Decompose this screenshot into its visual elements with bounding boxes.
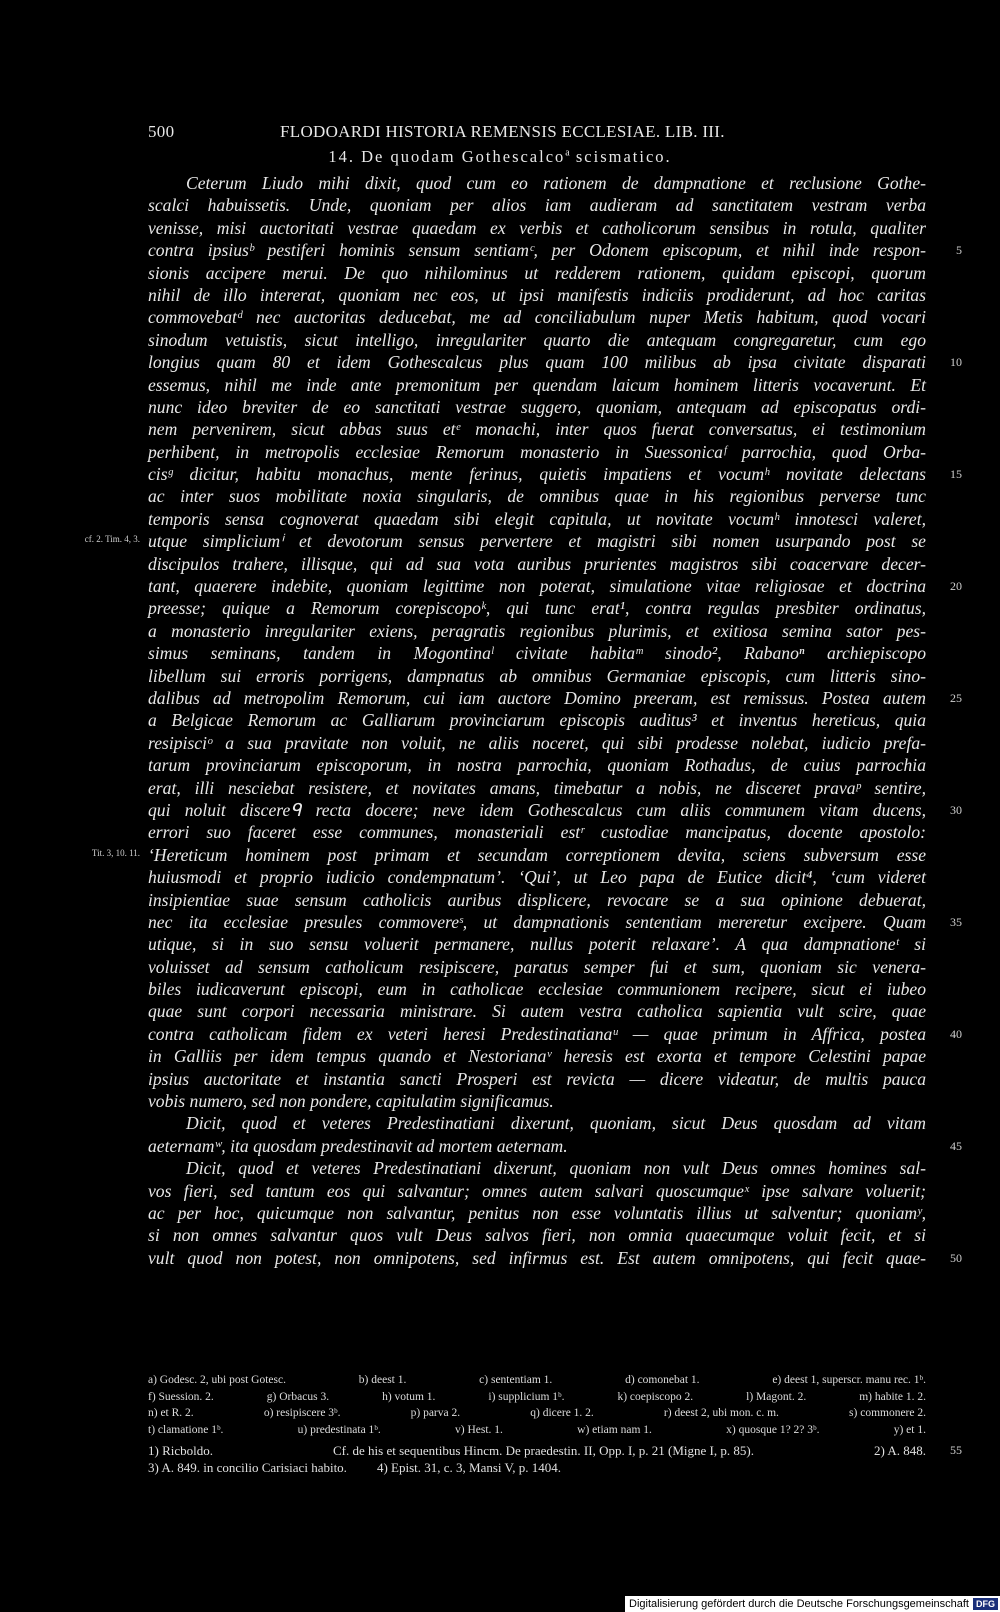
footer-text: Digitalisierung gefördert durch die Deutsche Forschungsgemeinschaft — [629, 1598, 969, 1610]
line-text: vobis numero, sed non pondere, capitulatim significamus. — [148, 1091, 554, 1112]
apparatus-row — [148, 1422, 926, 1439]
apparatus-entry: s) commonere 2. — [849, 1407, 926, 1419]
text-line — [91, 844, 926, 866]
text-line — [148, 956, 926, 978]
line-text: quae sunt corpori necessaria ministrare. Si autem vestra catholica sapientia vult scire, quae — [148, 1001, 926, 1022]
line-text: contra catholicam fidem ex veteri heresi Predestinatianaᵘ — quae primum in Affrica, postea — [148, 1023, 926, 1044]
line-text: tant, quaerere indebite, quoniam legittime non poterat, simulatione vitae religiosae et doctrina — [148, 576, 926, 597]
text-line — [148, 620, 926, 642]
text-line — [148, 1180, 926, 1202]
text-line — [84, 530, 926, 552]
apparatus-entry: r) deest 2, ubi mon. c. m. — [663, 1407, 779, 1419]
line-text: in Galliis per idem tempus quando et Nestorianaᵛ heresis est exorta et tempore Celestini papae — [148, 1046, 926, 1067]
apparatus-entry: k) coepiscopo 2. — [617, 1390, 694, 1403]
line-text: libellum sui erroris porrigens, dampnatus ab omnibus Germaniae episcopis, cum litteris sino- — [148, 665, 926, 686]
line-text: a Belgicae Remorum ac Galliarum provinciarum episcopis auditus³ et inventus hereticus, quia — [148, 710, 926, 731]
apparatus-entry: l) Magont. 2. — [746, 1390, 807, 1403]
text-line — [148, 306, 926, 328]
line-text: huiusmodi et proprio iudicio condempnatum’. ‘Qui’, ut Leo papa de Eutice dicit⁴, ‘cum videret — [148, 867, 926, 888]
line-text: temporis sensa cognoverat quaedam sibi elegit capitula, ut novitate vocumʰ innotesci valeret, — [148, 508, 926, 529]
apparatus-entry: t) clamatione 1ᵇ. — [148, 1423, 224, 1436]
text-line — [148, 709, 926, 731]
text-line — [148, 1202, 926, 1224]
line-text: biles iudicaverunt episcopi, eum in catholicae ecclesiae communionem recipere, sicut ei iubeo — [148, 979, 926, 1000]
apparatus-entry: w) etiam nam 1. — [577, 1423, 652, 1436]
line-text: discipulos trahere, illisque, qui ad sua vota auribus prurientes magistros sibi coacervare decer- — [148, 553, 926, 574]
line-number: 10 — [950, 355, 962, 370]
line-text: vult quod non potest, non omnipotens, sed infirmus est. Est autem omnipotens, qui fecit quae- — [148, 1247, 926, 1268]
apparatus-entry: m) habite 1. 2. — [859, 1390, 926, 1403]
text-line — [148, 508, 926, 530]
text-line — [148, 911, 962, 933]
line-text: tarum provinciarum episcoporum, in nostra parrochia, quoniam Rothadus, de cuius parrochia — [148, 755, 926, 776]
section-number: 14. — [328, 147, 355, 166]
line-number: 20 — [950, 579, 962, 594]
text-line — [148, 732, 926, 754]
footnote-row — [148, 1459, 926, 1476]
apparatus-entry: e) deest 1, superscr. manu rec. 1ᵇ. — [772, 1374, 926, 1386]
apparatus-row — [148, 1405, 926, 1422]
line-number: 55 — [950, 1443, 962, 1457]
line-text: venisse, misi auctoritati vestrae quaedam ex verbis et catholicorum sensibus in rotula, qualiter — [148, 217, 926, 238]
line-number: 40 — [950, 1026, 962, 1041]
line-text: ipsius auctoritate et instantia sancti Prosperi est revicta — dicere videatur, de multis pauca — [148, 1068, 926, 1089]
text-line — [148, 553, 926, 575]
text-line — [148, 1224, 926, 1246]
footnote-entry: 2) A. 848. — [873, 1443, 926, 1458]
line-text: Dicit, quod et veteres Predestinatiani dixerunt, quoniam, sicut Deus quosdam ad vitam — [186, 1113, 926, 1134]
line-text: scalci habuissetis. Unde, quoniam per alios iam audieram ad sanctitatem vestram verba — [148, 195, 926, 216]
line-number: 50 — [950, 1250, 962, 1265]
apparatus-entry: d) comonebat 1. — [625, 1374, 700, 1386]
text-line — [148, 1135, 962, 1157]
line-text: nec ita ecclesiae presules commovereˢ, ut dampnationis sententiam mereretur excipere. Quam — [148, 911, 926, 932]
line-number: 5 — [956, 243, 962, 258]
line-text: qui noluit discereᑫ recta docere; neve idem Gothescalcus cum aliis communem vitam ducens, — [148, 799, 926, 820]
text-line — [148, 396, 926, 418]
text-line — [148, 642, 926, 664]
line-text: a monasterio inregulariter exiens, peragratis regionibus plurimis, et exitiosa semina sator pes- — [148, 620, 926, 641]
text-line — [148, 687, 962, 709]
line-text: sinodum vetuistis, sicut intelligo, inregulariter quarto die antequam congregaretur, cum ego — [148, 329, 926, 350]
critical-apparatus — [148, 1372, 926, 1438]
line-text: resipisciᵒ a sua pravitate non voluit, ne aliis noceret, qui sibi prodesse nolebat, iudicio prefa- — [148, 732, 926, 753]
footnotes — [148, 1442, 962, 1476]
text-line — [148, 172, 926, 194]
line-text: commovebatᵈ nec auctoritas deducebat, me ad conciliabulum nuper Metis habitum, quod vocari — [148, 307, 926, 328]
line-text: dalibus ad metropolim Remorum, cui iam auctore Domino preeram, est remissus. Postea autem — [148, 687, 926, 708]
text-line — [148, 329, 926, 351]
margin-reference: cf. 2. Tim. 4, 3. — [84, 534, 140, 545]
section-title-mark: a — [565, 147, 570, 159]
line-text: ac per hoc, quicumque non salvantur, penitus non esse voluntatis illius ut salventur; quoniamʸ, — [148, 1202, 926, 1223]
line-text: essemus, nihil me inde ante premonitum per quendam laicum hominem litteris vocaverunt. Et — [148, 374, 926, 395]
footnote-row — [148, 1442, 962, 1459]
text-line — [148, 239, 962, 261]
apparatus-entry: y) et 1. — [893, 1423, 926, 1436]
apparatus-entry: c) sententiam 1. — [479, 1374, 553, 1386]
line-text: utque simpliciumⁱ et devotorum sensus pervertere et magistri sibi nomen usurpando post se — [148, 531, 926, 552]
page-number: 500 — [148, 122, 175, 141]
line-text: aeternamʷ, ita quosdam predestinavit ad mortem aeternam. — [148, 1135, 568, 1156]
line-text: nem pervenirem, sicut abbas suus etᵉ monachi, inter quos fuerat conversatus, ei testimonium — [148, 419, 926, 440]
apparatus-entry: a) Godesc. 2, ubi post Gotesc. — [148, 1374, 286, 1386]
apparatus-entry: u) predestinata 1ᵇ. — [297, 1423, 381, 1436]
line-text: errori suo faceret esse communes, monasteriali estʳ custodiae mancipatus, docente apostolo: — [148, 822, 926, 843]
text-line — [148, 262, 926, 284]
text-line — [148, 1157, 926, 1179]
line-text: cisᵍ dicitur, habitu monachus, mente ferinus, quietis impatiens et vocumʰ novitate delectans — [148, 464, 926, 485]
text-line — [148, 374, 926, 396]
line-text: sionis accipere merui. De quo nihilominus ut redderem rationem, quidam episcopi, quorum — [148, 262, 926, 283]
text-line — [148, 978, 926, 1000]
text-line — [148, 284, 926, 306]
text-line — [148, 799, 962, 821]
line-text: insipientiae suae sensum catholicis auribus displicere, revocare se a sua opinione debuerat, — [148, 889, 926, 910]
text-line — [148, 1068, 926, 1090]
text-line — [148, 665, 926, 687]
apparatus-entry: h) votum 1. — [382, 1390, 436, 1403]
line-text: voluisset ad sensum catholicum resipiscere, paratus semper fui et sum, quoniam sic venera- — [148, 956, 926, 977]
text-line — [148, 441, 926, 463]
dfg-logo: DFG — [973, 1598, 998, 1610]
line-number: 35 — [950, 914, 962, 929]
line-text: Ceterum Liudo mihi dixit, quod cum eo rationem de dampnatione et reclusione Gothe- — [186, 173, 926, 193]
line-text: longius quam 80 et idem Gothescalcus plus quam 100 milibus ab ipsa civitate disparati — [148, 352, 926, 373]
apparatus-entry: g) Orbacus 3. — [266, 1390, 330, 1403]
text-line — [148, 485, 926, 507]
footnote-entry: 3) A. 849. in concilio Carisiaci habito. — [148, 1460, 347, 1475]
apparatus-row — [148, 1372, 926, 1389]
text-line — [148, 754, 926, 776]
text-line — [148, 777, 926, 799]
line-number: 45 — [950, 1138, 962, 1153]
line-text: vos fieri, sed tantum eos qui salvantur; omnes autem salvari quoscumqueˣ ipse salvare voluerit; — [148, 1180, 926, 1201]
line-text: simus seminans, tandem in Mogontinaˡ civitate habitaᵐ sinodo², Rabanoⁿ archiepiscopo — [148, 643, 926, 664]
running-title: FLODOARDI HISTORIA REMENSIS ECCLESIAE. LIB. III. — [280, 122, 725, 141]
text-line — [148, 1112, 926, 1134]
apparatus-row — [148, 1389, 926, 1406]
footnote-entry: 1) Ricboldo. — [148, 1443, 213, 1458]
line-text: ac inter suos mobilitate noxia singularis, de omnibus quae in his regionibus perverse tunc — [148, 486, 926, 507]
section-title-end: scismatico. — [569, 147, 672, 166]
line-text: utique, si in suo sensu voluerit permanere, nullus poterit relaxare’. A qua dampnationeᵗ si — [148, 934, 926, 955]
text-line — [148, 1247, 962, 1269]
line-text: contra ipsiusᵇ pestiferi hominis sensum sentiamᶜ, per Odonem episcopum, et nihil inde respon- — [148, 240, 926, 261]
text-line — [148, 597, 926, 619]
apparatus-entry: f) Suession. 2. — [148, 1390, 214, 1403]
text-line — [148, 1090, 926, 1112]
margin-reference: Tit. 3, 10. 11. — [91, 847, 140, 858]
text-line — [148, 821, 926, 843]
text-line — [148, 933, 926, 955]
line-text: nunc ideo breviter de eo sanctitati vestrae suggero, quoniam, antequam ad episcopatus ordi- — [148, 396, 926, 417]
line-text: Dicit, quod et veteres Predestinatiani dixerunt, quoniam non vult Deus omnes homines sal- — [186, 1158, 926, 1179]
text-line — [148, 463, 962, 485]
apparatus-entry: i) supplicium 1ᵇ. — [488, 1390, 565, 1403]
apparatus-entry: o) resipiscere 3ᵇ. — [263, 1407, 341, 1419]
line-text: erat, illi nesciebat resistere, et novitates amans, timebatur a nobis, ne disceret pravaᵖ sentire, — [148, 777, 926, 798]
text-line — [148, 418, 926, 440]
section-heading — [0, 147, 1000, 167]
section-title: De quodam Gothescalco — [361, 147, 566, 166]
footnote-entry: 4) Epist. 31, c. 3, Mansi V, p. 1404. — [376, 1460, 561, 1475]
apparatus-entry: n) et R. 2. — [148, 1407, 194, 1419]
line-number: 15 — [950, 467, 962, 482]
apparatus-entry: v) Hest. 1. — [455, 1423, 503, 1436]
text-line — [148, 1023, 962, 1045]
line-number: 25 — [950, 690, 962, 705]
apparatus-entry: q) dicere 1. 2. — [530, 1407, 594, 1419]
text-line — [148, 1045, 926, 1067]
line-text: ‘Hereticum hominem post primam et secundam correptionem devita, sciens subversum esse — [148, 844, 926, 865]
line-text: si non omnes salvantur quos vult Deus salvos fieri, non omnia quaecumque voluit fecit, et si — [148, 1225, 926, 1246]
text-line — [148, 866, 926, 888]
text-line — [148, 889, 926, 911]
digitization-footer — [625, 1596, 1000, 1612]
text-line — [148, 575, 962, 597]
line-number: 30 — [950, 802, 962, 817]
footnote-entry: Cf. de his et sequentibus Hincm. De praedestin. II, Opp. I, p. 21 (Migne I, p. 85). — [333, 1443, 754, 1458]
main-text — [84, 172, 962, 1269]
text-line — [148, 1000, 926, 1022]
line-text: perhibent, in metropolis ecclesiae Remorum monasterio in Suessonicaᶠ parrochia, quod Orba- — [148, 441, 926, 462]
text-line — [148, 351, 962, 373]
apparatus-entry: x) quosque 1? 2? 3ᵇ. — [726, 1423, 820, 1436]
text-line — [148, 194, 926, 216]
apparatus-entry: p) parva 2. — [410, 1407, 461, 1419]
apparatus-entry: b) deest 1. — [358, 1374, 407, 1386]
text-line — [148, 217, 926, 239]
line-text: nihil de illo intererat, quoniam nec eos, ut ipsi manifestis indiciis prodiderunt, ad hoc caritas — [148, 284, 926, 305]
line-text: preesse; quique a Remorum corepiscopoᵏ, qui tunc erat¹, contra regulas presbiter ordinatus, — [148, 598, 926, 619]
